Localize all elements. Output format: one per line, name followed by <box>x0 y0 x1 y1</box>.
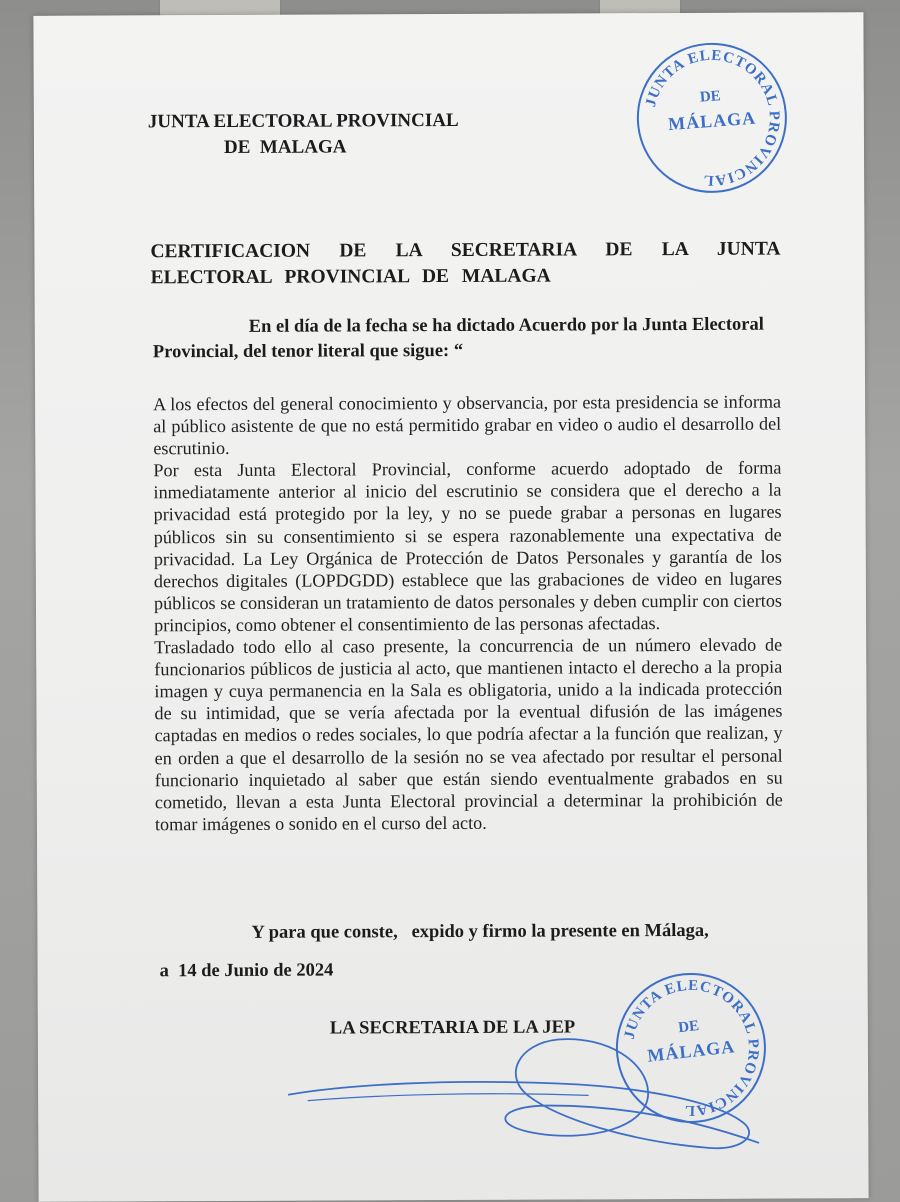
paper-sheet <box>33 12 868 1202</box>
intro-paragraph: En el día de la fecha se ha dictado Acuerdo por la Junta Electoral Provincial, del tenor literal que sigue: “ <box>152 314 764 363</box>
stamp-city: MÁLAGA <box>646 1036 737 1066</box>
body-text <box>153 391 783 836</box>
stamp-city: MÁLAGA <box>667 107 757 135</box>
stamp-de: DE <box>699 88 722 106</box>
handwritten-signature <box>288 1023 769 1185</box>
body-paragraph-3: Trasladado todo ello al caso presente, la concurrencia de un número elevado de funcionarios públicos de justicia al acto, que mantienen intacto el derecho a la propia imagen y cuya permanencia en la Sala es obligatoria, unido a la indicada protección de su intimidad, que se vería afectada por la eventual difusión de las imágenes captadas en medios o redes sociales, lo que podría afectar a la función que realizan, y en orden a que el desarrollo de la sesión no se vea afectado por resultar el personal funcionario inquietado al saber que están siendo eventualmente grabados en su cometido, llevan a esta Junta Electoral provincial a determinar la prohibición de tomar imágenes o sonido en el curso del acto. <box>154 634 783 835</box>
svg-text:JUNTA ELECTORAL PROVINCIAL: JUNTA ELECTORAL PROVINCIAL <box>621 977 762 1119</box>
body-paragraph-1: A los efectos del general conocimiento y observancia, por esta presidencia se informa al público asistente de que no está permitido grabar en video o audio el desarrollo del escrutinio. <box>153 391 782 459</box>
header-line-1: JUNTA ELECTORAL PROVINCIAL <box>147 109 459 133</box>
header-line-2: DE MALAGA <box>223 136 347 158</box>
svg-text:JUNTA ELECTORAL PROVINCIAL: JUNTA ELECTORAL PROVINCIAL <box>642 47 782 189</box>
header-institution <box>148 108 459 161</box>
signatory-title: LA SECRETARIA DE LA JEP <box>329 1017 576 1039</box>
closing-line-1: Y para que conste, expido y firmo la presente en Málaga, <box>251 920 709 943</box>
official-stamp-top <box>632 38 793 199</box>
body-paragraph-2: Por esta Junta Electoral Provincial, conforme acuerdo adoptado de forma inmediatamente anterior al inicio del escrutinio se considera que el derecho a la privacidad está protegido por la ley, y no se puede grabar a personas en lugares públicos sin su consentimiento si se espera razonablemente una expectativa de privacidad. La Ley Orgánica de Protección de Datos Personales y garantía de los derechos digitales (LOPDGDD) establece que las grabaciones de video en lugares públicos se consideran un tratamiento de datos personales y deben cumplir con ciertos principios, como obtener el consentimiento de las personas afectadas. <box>153 457 783 636</box>
stamp-de: DE <box>677 1017 700 1037</box>
document-title: CERTIFICACION DE LA SECRETARIA DE LA JUNTA ELECTORAL PROVINCIAL DE MALAGA <box>150 238 781 289</box>
closing-date: a 14 de Junio de 2024 <box>159 960 334 982</box>
